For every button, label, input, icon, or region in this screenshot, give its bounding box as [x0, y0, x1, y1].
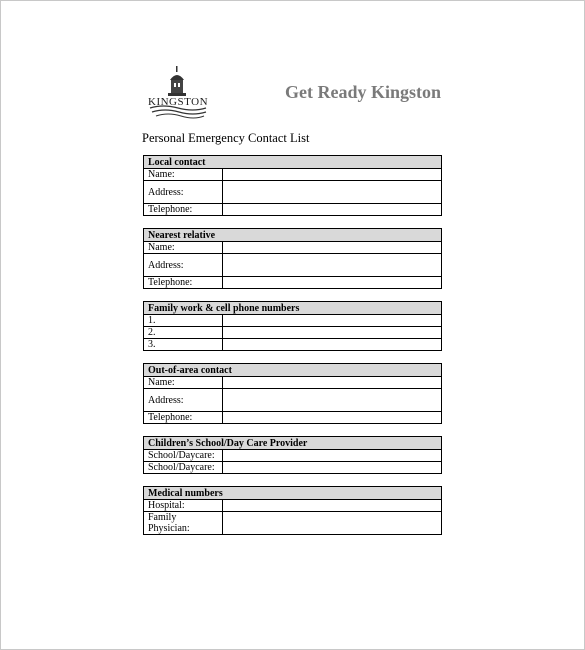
- field-label: Family Physician:: [144, 512, 223, 535]
- field-label: 3.: [144, 339, 223, 351]
- field-label: Name:: [144, 377, 223, 389]
- telephone-field[interactable]: [223, 412, 442, 424]
- school-section: [143, 436, 442, 474]
- field-label: Name:: [144, 169, 223, 181]
- field-label: School/Daycare:: [144, 450, 223, 462]
- out-of-area-section: [143, 363, 442, 424]
- address-field[interactable]: [223, 254, 442, 277]
- field-label: 2.: [144, 327, 223, 339]
- section-header: Family work & cell phone numbers: [144, 302, 442, 315]
- school-field[interactable]: [223, 462, 442, 474]
- local-contact-section: [143, 155, 442, 216]
- medical-section: [143, 486, 442, 535]
- phone-number-field[interactable]: [223, 327, 442, 339]
- section-header: Local contact: [144, 156, 442, 169]
- phone-number-field[interactable]: [223, 315, 442, 327]
- telephone-field[interactable]: [223, 204, 442, 216]
- field-label: School/Daycare:: [144, 462, 223, 474]
- telephone-field[interactable]: [223, 277, 442, 289]
- field-label: Address:: [144, 181, 223, 204]
- field-label: 1.: [144, 315, 223, 327]
- field-label: Telephone:: [144, 412, 223, 424]
- section-header: Children’s School/Day Care Provider: [144, 437, 442, 450]
- field-label: Hospital:: [144, 500, 223, 512]
- address-field[interactable]: [223, 181, 442, 204]
- section-header: Nearest relative: [144, 229, 442, 242]
- page-subtitle: Personal Emergency Contact List: [142, 131, 310, 145]
- kingston-logo-icon: [148, 66, 208, 122]
- nearest-relative-section: [143, 228, 442, 289]
- hospital-field[interactable]: [223, 500, 442, 512]
- field-label: Name:: [144, 242, 223, 254]
- phone-number-field[interactable]: [223, 339, 442, 351]
- logo-text: KINGSTON: [148, 96, 209, 108]
- school-field[interactable]: [223, 450, 442, 462]
- field-label: Telephone:: [144, 277, 223, 289]
- family-numbers-section: [143, 301, 442, 351]
- field-label: Telephone:: [144, 204, 223, 216]
- physician-field[interactable]: [223, 512, 442, 535]
- form-sections: [143, 155, 442, 547]
- page-title: Get Ready Kingston: [285, 82, 442, 102]
- section-header: Out-of-area contact: [144, 364, 442, 377]
- name-field[interactable]: [223, 169, 442, 181]
- section-header: Medical numbers: [144, 487, 442, 500]
- name-field[interactable]: [223, 377, 442, 389]
- field-label: Address:: [144, 389, 223, 412]
- name-field[interactable]: [223, 242, 442, 254]
- address-field[interactable]: [223, 389, 442, 412]
- field-label: Address:: [144, 254, 223, 277]
